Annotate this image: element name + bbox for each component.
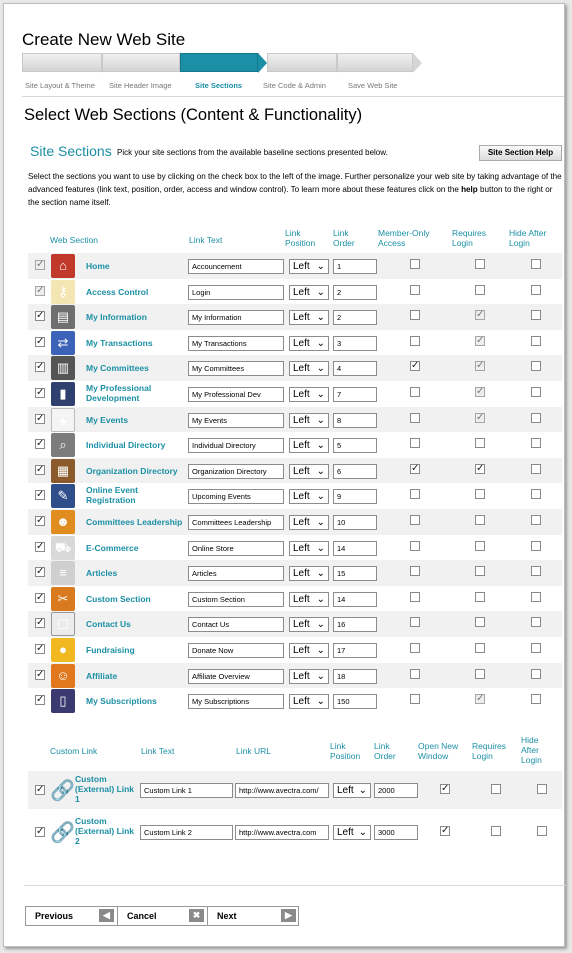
col-header-member-only: Member-Only Access xyxy=(378,228,430,248)
table-row xyxy=(28,509,562,535)
arrow-left-icon: ◀ xyxy=(99,909,114,922)
section-enable-checkbox[interactable]: ✓ xyxy=(36,591,45,603)
member-only-checkbox[interactable] xyxy=(410,515,420,525)
custom-link-enable-checkbox[interactable]: ✓ xyxy=(36,784,45,795)
link-position-value: Left xyxy=(293,568,310,580)
intro-part-1: Select the sections you want to use by clicking on the check box to the left of the image. Further personalize your web site by taking advantage of the advanced features (link text, position, order, access and window control). To learn more about these features click on the xyxy=(28,172,562,194)
link-order-input[interactable]: 14 xyxy=(333,592,377,607)
link-position-value: Left xyxy=(293,312,310,324)
col-header-custom-link-position: Link Position xyxy=(330,741,361,761)
link-position-value: Left xyxy=(293,517,310,528)
custom-link-url-input[interactable]: http://www.avectra.com xyxy=(235,825,329,840)
next-label: Next xyxy=(217,911,237,921)
chevron-down-icon: ⌄ xyxy=(316,645,325,656)
section-enable-checkbox[interactable]: ✓ xyxy=(36,463,45,475)
member-only-checkbox[interactable] xyxy=(410,285,420,295)
wizard-label-1[interactable]: Site Layout & Theme xyxy=(25,81,95,90)
coins-icon: ● xyxy=(51,638,75,662)
link-position-value: Left xyxy=(293,414,310,426)
custom-link-text-input[interactable]: Custom Link 1 xyxy=(140,783,233,798)
chevron-down-icon: ⌄ xyxy=(316,286,325,298)
section-name-link[interactable]: Individual Directory xyxy=(86,440,166,451)
link-position-select[interactable] xyxy=(289,387,329,402)
hide-after-login-checkbox[interactable] xyxy=(531,694,541,704)
link-order-input[interactable]: 17 xyxy=(333,643,377,658)
custom-link-row xyxy=(28,771,562,809)
custom-link-order-input[interactable]: 2000 xyxy=(374,783,418,798)
table-row xyxy=(28,253,562,279)
requires-login-checkbox[interactable] xyxy=(475,515,485,525)
col-header-custom-hide-after-login: Hide After Login xyxy=(521,735,542,765)
member-only-checkbox[interactable] xyxy=(410,617,420,627)
divider xyxy=(22,96,564,97)
requires-login-checkbox[interactable]: ✓ xyxy=(476,462,485,474)
hide-after-login-checkbox[interactable] xyxy=(531,285,541,295)
link-position-select[interactable] xyxy=(289,464,329,479)
member-only-checkbox[interactable] xyxy=(410,387,420,397)
link-order-input[interactable]: 2 xyxy=(333,310,377,325)
chevron-down-icon: ⌄ xyxy=(316,337,325,349)
affiliate-icon: ☺ xyxy=(51,664,75,688)
close-icon: ✖ xyxy=(189,909,204,922)
wizard-step-1[interactable] xyxy=(22,53,102,72)
section-enable-checkbox[interactable]: ✓ xyxy=(36,566,45,578)
section-enable-checkbox[interactable]: ✓ xyxy=(36,668,45,680)
key-icon: ⚷ xyxy=(51,280,75,304)
col-header-link-text: Link Text xyxy=(189,235,223,245)
book-icon: ▮ xyxy=(51,382,75,406)
chevron-down-icon: ⌄ xyxy=(358,827,367,838)
link-position-value: Left xyxy=(293,670,310,682)
link-position-value: Left xyxy=(293,286,310,298)
chevron-down-icon: ⌄ xyxy=(316,568,325,580)
chevron-down-icon: ⌄ xyxy=(316,363,325,375)
member-only-checkbox[interactable] xyxy=(410,438,420,448)
link-position-select[interactable] xyxy=(289,489,329,504)
wizard-label-4[interactable]: Site Code & Admin xyxy=(263,81,326,90)
table-row xyxy=(28,688,562,714)
table-row xyxy=(28,432,562,458)
link-position-select[interactable] xyxy=(289,413,329,428)
link-position-select[interactable] xyxy=(289,566,329,581)
link-position-select[interactable] xyxy=(289,285,329,300)
section-enable-checkbox[interactable]: ✓ xyxy=(36,643,45,654)
chevron-down-icon: ⌄ xyxy=(316,542,325,554)
link-text-input[interactable]: Articles xyxy=(188,566,284,581)
member-only-checkbox[interactable] xyxy=(410,413,420,423)
section-enable-checkbox[interactable]: ✓ xyxy=(36,540,45,552)
member-only-checkbox[interactable]: ✓ xyxy=(411,462,420,474)
custom-link-name[interactable]: Custom (External) Link 2 xyxy=(75,816,135,846)
link-text-input[interactable]: Accouncement xyxy=(188,259,284,274)
hide-after-login-checkbox[interactable] xyxy=(531,464,541,474)
home-icon: ⌂ xyxy=(51,254,75,278)
table-row xyxy=(28,560,562,586)
table-row xyxy=(28,330,562,356)
chevron-down-icon: ⌄ xyxy=(316,465,325,477)
next-button[interactable] xyxy=(208,907,299,925)
link-order-input[interactable]: 5 xyxy=(333,438,377,453)
link-order-input[interactable]: 3 xyxy=(333,336,377,351)
hide-after-login-checkbox[interactable] xyxy=(531,387,541,397)
link-position-select[interactable] xyxy=(289,259,329,274)
chevron-down-icon: ⌄ xyxy=(316,619,325,631)
link-text-input[interactable]: Login xyxy=(188,285,284,300)
section-enable-checkbox[interactable]: ✓ xyxy=(36,361,45,373)
chat-bubbles-icon: ☐ xyxy=(51,612,75,636)
hide-after-login-checkbox[interactable] xyxy=(531,489,541,499)
col-header-link-position: Link Position xyxy=(285,228,316,248)
requires-login-checkbox[interactable] xyxy=(475,566,485,576)
section-enable-checkbox[interactable]: ✓ xyxy=(36,489,45,501)
table-row xyxy=(28,483,562,509)
hide-after-login-checkbox[interactable] xyxy=(531,541,541,551)
col-header-link-order: Link Order xyxy=(333,228,355,248)
link-position-select[interactable] xyxy=(289,336,329,351)
col-header-open-new-window: Open New Window xyxy=(418,741,459,761)
transactions-icon: ⇄ xyxy=(51,331,75,355)
custom-link-position-select[interactable] xyxy=(333,783,371,798)
arrow-right-icon: ▶ xyxy=(281,909,296,922)
link-order-input[interactable]: 2 xyxy=(333,285,377,300)
col-header-custom-link: Custom Link xyxy=(50,746,98,756)
section-name-link[interactable]: Affiliate xyxy=(86,670,118,681)
person-search-icon: ⌕ xyxy=(51,433,75,457)
wizard-step-4[interactable] xyxy=(267,53,337,72)
hide-after-login-checkbox[interactable] xyxy=(531,643,541,653)
hide-after-login-checkbox[interactable] xyxy=(531,361,541,371)
custom-hide-after-login-checkbox[interactable] xyxy=(537,826,547,836)
link-position-value: Left xyxy=(293,542,310,554)
hide-after-login-checkbox[interactable] xyxy=(531,336,541,346)
section-name-link[interactable]: My Committees xyxy=(86,363,149,374)
link-order-input[interactable]: 8 xyxy=(333,413,377,428)
section-name-link[interactable]: My Subscriptions xyxy=(86,696,157,707)
committees-icon: ▥ xyxy=(51,356,75,380)
requires-login-checkbox[interactable] xyxy=(475,617,485,627)
hide-after-login-checkbox[interactable] xyxy=(531,617,541,627)
member-only-checkbox[interactable] xyxy=(410,259,420,269)
section-name-link[interactable]: My Events xyxy=(86,414,129,425)
link-text-input[interactable]: My Transactions xyxy=(188,336,284,351)
link-position-select[interactable] xyxy=(289,361,329,376)
link-text-input[interactable]: Organization Directory xyxy=(188,464,284,479)
link-order-input[interactable]: 16 xyxy=(333,617,377,632)
member-only-checkbox[interactable] xyxy=(410,310,420,320)
member-only-checkbox[interactable] xyxy=(410,336,420,346)
wizard-label-3[interactable]: Site Sections xyxy=(195,81,243,90)
link-order-input[interactable]: 14 xyxy=(333,541,377,556)
link-position-value: Left xyxy=(293,337,310,349)
link-position-select[interactable] xyxy=(289,643,329,658)
custom-link-position-value: Left xyxy=(337,785,354,796)
custom-requires-login-checkbox[interactable] xyxy=(491,826,501,836)
requires-login-checkbox[interactable]: ✓ xyxy=(476,386,485,397)
section-enable-checkbox[interactable]: ✓ xyxy=(36,335,45,347)
table-row xyxy=(28,663,562,689)
requires-login-checkbox[interactable] xyxy=(475,489,485,499)
col-header-hide-after-login: Hide After Login xyxy=(509,228,547,248)
requires-login-checkbox[interactable] xyxy=(475,259,485,269)
wizard-arrow-active xyxy=(258,53,267,73)
requires-login-checkbox[interactable]: ✓ xyxy=(476,360,485,372)
section-enable-checkbox[interactable]: ✓ xyxy=(36,694,45,706)
wizard-step-3[interactable] xyxy=(180,53,258,72)
custom-link-text-input[interactable]: Custom Link 2 xyxy=(140,825,233,840)
open-new-window-checkbox[interactable]: ✓ xyxy=(441,783,450,794)
section-name-link[interactable]: Home xyxy=(86,261,110,271)
link-position-value: Left xyxy=(293,696,310,708)
site-sections-subtitle: Pick your site sections from the available baseline sections presented below. xyxy=(117,148,388,157)
custom-link-name[interactable]: Custom (External) Link 1 xyxy=(75,774,135,804)
site-section-help-button[interactable]: Site Section Help xyxy=(479,145,562,161)
footer-divider xyxy=(24,885,566,886)
open-new-window-checkbox[interactable]: ✓ xyxy=(441,825,450,836)
wizard-step-labels xyxy=(22,81,442,93)
section-name-link[interactable]: Fundraising xyxy=(86,645,135,655)
chevron-down-icon: ⌄ xyxy=(316,440,325,452)
chevron-down-icon: ⌄ xyxy=(316,696,325,708)
help-link: help xyxy=(461,185,478,194)
member-only-checkbox[interactable] xyxy=(410,694,420,704)
cards-icon: ♠ xyxy=(51,408,75,432)
table-row xyxy=(28,407,562,433)
link-position-value: Left xyxy=(293,593,310,605)
custom-link-position-select[interactable] xyxy=(333,825,371,840)
cancel-button[interactable] xyxy=(118,907,208,925)
link-text-input[interactable]: Online Store xyxy=(188,541,284,556)
member-only-checkbox[interactable] xyxy=(410,669,420,679)
chevron-down-icon: ⌄ xyxy=(316,517,325,528)
section-name-link[interactable]: Organization Directory xyxy=(86,465,178,476)
link-position-value: Left xyxy=(293,389,310,400)
link-text-input[interactable]: Donate Now xyxy=(188,643,284,658)
table-row xyxy=(28,304,562,330)
link-text-input[interactable]: My Professional Dev xyxy=(188,387,284,402)
member-only-checkbox[interactable] xyxy=(410,541,420,551)
chevron-down-icon: ⌄ xyxy=(316,670,325,682)
link-position-select[interactable] xyxy=(289,515,329,530)
custom-link-order-input[interactable]: 3000 xyxy=(374,825,418,840)
table-row xyxy=(28,458,562,484)
section-name-link[interactable]: My Transactions xyxy=(86,337,153,348)
custom-requires-login-checkbox[interactable] xyxy=(491,784,501,794)
intro-text xyxy=(28,170,564,209)
col-header-custom-link-order: Link Order xyxy=(374,741,396,761)
section-heading: Select Web Sections (Content & Functionality) xyxy=(24,106,363,124)
chevron-down-icon: ⌄ xyxy=(316,312,325,324)
id-card-icon: ▤ xyxy=(51,305,75,329)
link-text-input[interactable]: Custom Section xyxy=(188,592,284,607)
section-name-link[interactable]: Articles xyxy=(86,568,118,579)
chevron-down-icon: ⌄ xyxy=(358,785,367,796)
section-name-link[interactable]: Contact Us xyxy=(86,619,131,630)
section-enable-checkbox[interactable]: ✓ xyxy=(36,284,45,296)
previous-button[interactable] xyxy=(26,907,118,925)
link-position-select[interactable] xyxy=(289,669,329,684)
hide-after-login-checkbox[interactable] xyxy=(531,592,541,602)
section-name-link[interactable]: Custom Section xyxy=(86,593,151,604)
section-name-link[interactable]: Online Event Registration xyxy=(86,485,138,506)
member-only-checkbox[interactable] xyxy=(410,592,420,602)
hide-after-login-checkbox[interactable] xyxy=(531,413,541,423)
link-order-input[interactable]: 7 xyxy=(333,387,377,402)
section-enable-checkbox[interactable]: ✓ xyxy=(36,310,45,322)
registration-icon: ✎ xyxy=(51,484,75,508)
link-order-input[interactable]: 9 xyxy=(333,489,377,504)
section-name-link[interactable]: My Professional Development xyxy=(86,383,152,403)
col-header-web-section: Web Section xyxy=(50,235,99,245)
link-position-value: Left xyxy=(293,619,310,631)
previous-label: Previous xyxy=(35,911,74,921)
chevron-down-icon: ⌄ xyxy=(316,414,325,426)
section-name-link[interactable]: Access Control xyxy=(86,286,149,297)
link-position-value: Left xyxy=(293,261,310,272)
section-enable-checkbox[interactable]: ✓ xyxy=(36,259,45,270)
col-header-custom-requires-login: Requires Login xyxy=(472,741,507,761)
hide-after-login-checkbox[interactable] xyxy=(531,310,541,320)
link-order-input[interactable]: 15 xyxy=(333,566,377,581)
member-only-checkbox[interactable] xyxy=(410,489,420,499)
org-directory-icon: ▦ xyxy=(51,459,75,483)
link-position-value: Left xyxy=(293,440,310,452)
link-text-input[interactable]: My Information xyxy=(188,310,284,325)
requires-login-checkbox[interactable]: ✓ xyxy=(476,334,485,346)
hide-after-login-checkbox[interactable] xyxy=(531,515,541,525)
link-text-input[interactable]: Upcoming Events xyxy=(188,489,284,504)
col-header-link-url: Link URL xyxy=(236,746,271,756)
intro-part-2: button to the right or the section name itself. xyxy=(28,185,553,207)
col-header-requires-login: Requires Login xyxy=(452,228,487,248)
hide-after-login-checkbox[interactable] xyxy=(531,259,541,269)
col-header-custom-link-text: Link Text xyxy=(141,746,175,756)
link-text-input[interactable]: Individual Directory xyxy=(188,438,284,453)
requires-login-checkbox[interactable] xyxy=(475,592,485,602)
articles-icon: ≡ xyxy=(51,561,75,585)
chevron-down-icon: ⌄ xyxy=(316,491,325,503)
requires-login-checkbox[interactable] xyxy=(475,669,485,679)
section-enable-checkbox[interactable]: ✓ xyxy=(36,412,45,424)
link-position-select[interactable] xyxy=(289,592,329,607)
chain-link-icon: 🔗 xyxy=(50,822,75,844)
link-position-value: Left xyxy=(293,465,310,477)
subscriptions-icon: ▯ xyxy=(51,689,75,713)
member-only-checkbox[interactable]: ✓ xyxy=(411,360,420,372)
link-position-select[interactable] xyxy=(289,617,329,632)
table-row xyxy=(28,279,562,305)
table-row xyxy=(28,535,562,561)
custom-link-row xyxy=(28,813,562,851)
table-row xyxy=(28,355,562,381)
hide-after-login-checkbox[interactable] xyxy=(531,438,541,448)
link-position-value: Left xyxy=(293,645,310,656)
chevron-down-icon: ⌄ xyxy=(316,593,325,605)
section-name-link[interactable]: Committees Leadership xyxy=(86,517,183,527)
custom-link-position-value: Left xyxy=(337,827,354,838)
site-sections-title: Site Sections xyxy=(30,143,112,159)
wizard-arrow xyxy=(413,53,422,73)
link-order-input[interactable]: 4 xyxy=(333,361,377,376)
scissors-icon: ✂ xyxy=(51,587,75,611)
section-enable-checkbox[interactable]: ✓ xyxy=(36,515,45,526)
link-text-input[interactable]: My Committees xyxy=(188,361,284,376)
wizard-label-2[interactable]: Site Header Image xyxy=(109,81,172,90)
chevron-down-icon: ⌄ xyxy=(316,389,325,400)
member-only-checkbox[interactable] xyxy=(410,643,420,653)
link-text-input[interactable]: My Subscriptions xyxy=(188,694,284,709)
wizard-step-5[interactable] xyxy=(337,53,413,72)
people-icon: ☻ xyxy=(51,510,75,534)
table-row xyxy=(28,586,562,612)
section-enable-checkbox[interactable]: ✓ xyxy=(36,617,45,629)
cart-icon: ⛟ xyxy=(51,536,75,560)
link-order-input[interactable]: 6 xyxy=(333,464,377,479)
link-text-input[interactable]: Affiliate Overview xyxy=(188,669,284,684)
requires-login-checkbox[interactable] xyxy=(475,643,485,653)
section-enable-checkbox[interactable]: ✓ xyxy=(36,387,45,398)
requires-login-checkbox[interactable]: ✓ xyxy=(476,411,485,423)
requires-login-checkbox[interactable]: ✓ xyxy=(476,309,485,321)
link-order-input[interactable]: 10 xyxy=(333,515,377,530)
cancel-label: Cancel xyxy=(127,911,157,921)
custom-hide-after-login-checkbox[interactable] xyxy=(537,784,547,794)
section-name-link[interactable]: My Information xyxy=(86,312,147,323)
requires-login-checkbox[interactable] xyxy=(475,285,485,295)
requires-login-checkbox[interactable] xyxy=(475,438,485,448)
link-position-select[interactable] xyxy=(289,541,329,556)
link-text-input[interactable]: Contact Us xyxy=(188,617,284,632)
wizard-step-2[interactable] xyxy=(102,53,180,72)
link-order-input[interactable]: 1 xyxy=(333,259,377,274)
hide-after-login-checkbox[interactable] xyxy=(531,669,541,679)
link-position-select[interactable] xyxy=(289,310,329,325)
section-name-link[interactable]: E-Commerce xyxy=(86,542,139,553)
hide-after-login-checkbox[interactable] xyxy=(531,566,541,576)
requires-login-checkbox[interactable] xyxy=(475,541,485,551)
table-row xyxy=(28,637,562,663)
custom-link-enable-checkbox[interactable]: ✓ xyxy=(36,826,45,837)
page-title: Create New Web Site xyxy=(22,30,186,49)
link-position-select[interactable] xyxy=(289,438,329,453)
member-only-checkbox[interactable] xyxy=(410,566,420,576)
requires-login-checkbox[interactable]: ✓ xyxy=(476,693,485,705)
link-position-value: Left xyxy=(293,491,310,503)
table-row xyxy=(28,381,562,407)
custom-link-url-input[interactable]: http://www.avectra.com/ xyxy=(235,783,329,798)
chain-link-icon: 🔗 xyxy=(50,780,75,802)
link-position-value: Left xyxy=(293,363,310,375)
link-text-input[interactable]: My Events xyxy=(188,413,284,428)
link-text-input[interactable]: Committees Leadership xyxy=(188,515,284,530)
link-order-input[interactable]: 150 xyxy=(333,694,377,709)
footer-nav xyxy=(25,906,299,926)
wizard-label-5[interactable]: Save Web Site xyxy=(348,81,398,90)
wizard-progress xyxy=(22,53,422,74)
section-enable-checkbox[interactable]: ✓ xyxy=(36,438,45,450)
table-row xyxy=(28,611,562,637)
link-position-select[interactable] xyxy=(289,694,329,709)
chevron-down-icon: ⌄ xyxy=(316,261,325,272)
link-order-input[interactable]: 18 xyxy=(333,669,377,684)
